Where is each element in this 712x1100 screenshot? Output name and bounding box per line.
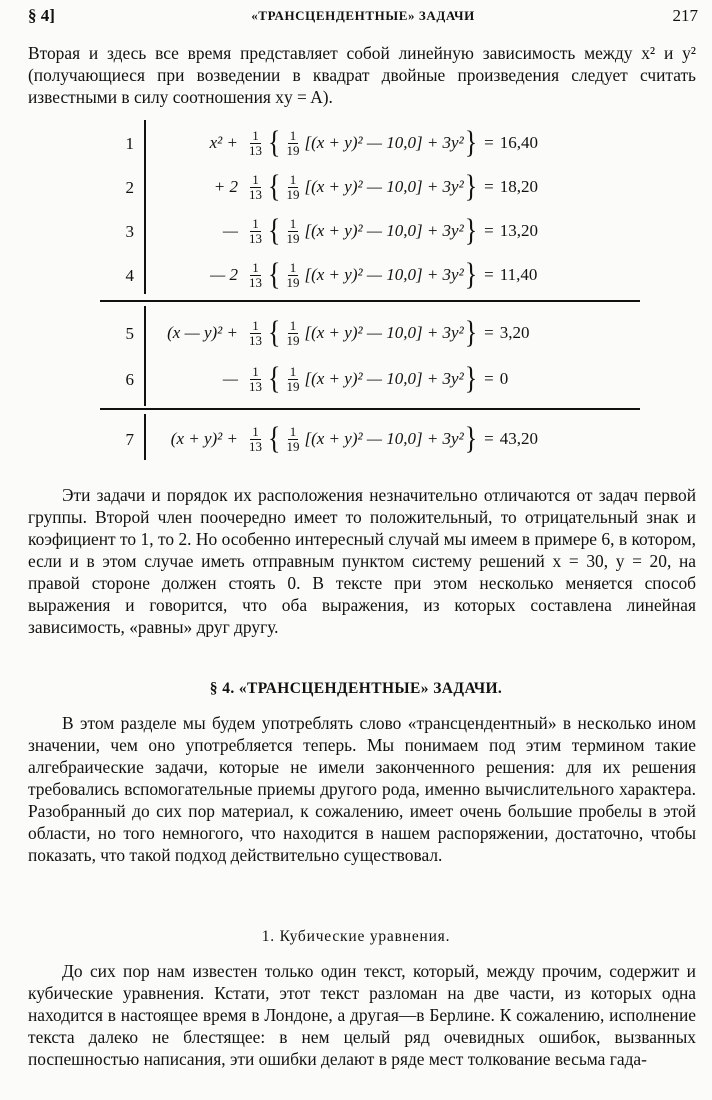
equals-sign: = [484, 133, 494, 152]
open-brace: { [268, 125, 281, 160]
equation-inner: [(x + y)² — 10,0] + 3y² [304, 429, 464, 448]
fraction-numerator: 1 [252, 171, 259, 187]
fraction [247, 425, 264, 454]
equation-number: 3 [125, 222, 134, 241]
equation-row [100, 310, 640, 356]
fraction-denominator: 19 [286, 378, 300, 394]
equation-rhs: 18,20 [499, 177, 539, 196]
equation-inner: [(x + y)² — 10,0] + 3y² [304, 177, 464, 196]
equation-rhs: 43,20 [499, 429, 539, 448]
close-brace: } [464, 315, 478, 350]
equation-expression [148, 310, 640, 356]
fraction [284, 425, 301, 454]
table-horizontal-rule [100, 300, 640, 302]
equation-rhs: 11,40 [499, 265, 538, 284]
close-brace: } [464, 213, 478, 248]
equation-lead-term: — [222, 369, 238, 388]
equation-row [100, 356, 640, 402]
fraction [247, 261, 264, 290]
equation-rhs: 13,20 [499, 221, 539, 240]
fraction [247, 129, 264, 158]
equation-expression [148, 120, 640, 166]
open-brace: { [268, 169, 281, 204]
equation-expression [148, 164, 640, 210]
fraction-numerator: 1 [252, 127, 259, 143]
equation-expression [148, 208, 640, 254]
fraction-numerator: 1 [289, 363, 297, 379]
fraction-denominator: 13 [249, 230, 262, 246]
fraction-numerator: 1 [252, 317, 259, 333]
page-number: 217 [672, 6, 698, 25]
equation-rhs: 0 [499, 369, 509, 388]
fraction-denominator: 13 [249, 274, 262, 290]
fraction [284, 129, 301, 158]
fraction-denominator: 19 [286, 142, 300, 158]
open-brace: { [268, 257, 281, 292]
equation-inner: [(x + y)² — 10,0] + 3y² [304, 265, 464, 284]
equation-row [100, 252, 640, 298]
equation-table [100, 120, 640, 460]
equation-lead-term: — 2 [210, 265, 238, 284]
fraction [284, 261, 301, 290]
paragraph-after-table: Эти задачи и порядок их расположения незначительно отличаются от задач первой группы. Второй член поочередно имеет то положительный, то отрицательный знак и коэфициент то 1, то 2. Но особенно интересный случай мы имеем в примере 6, в котором, если и в этом случае иметь отправным пунктом систему решений x = 30, y = 20, на правой стороне должен стоять 0. В тексте при этом несколько меняется способ выражения и говорится, что оба выражения, из которых составлена линейная зависимость, «равны» друг другу. [28, 485, 696, 637]
fraction-denominator: 19 [286, 332, 300, 348]
cubic-paragraph: До сих пор нам известен только один текст, который, между прочим, содержит и кубические уравнения. Кстати, этот текст разломан на две части, из которых одна находится в настоящее время в Лондоне, а другая—в Берлине. К сожалению, исполнение текста далеко не блестящее: в нем целый ряд очевидных ошибок, вызванных поспешностью написания, эти ошибки делают в ряде мест толкование весьма гада- [28, 961, 696, 1069]
equation-row [100, 164, 640, 210]
open-brace: { [268, 213, 281, 248]
fraction [247, 217, 264, 246]
fraction-numerator: 1 [252, 423, 259, 439]
fraction-numerator: 1 [252, 363, 259, 379]
equation-row [100, 120, 640, 166]
fraction-numerator: 1 [289, 215, 297, 231]
fraction [284, 217, 301, 246]
open-brace: { [268, 315, 281, 350]
open-brace: { [268, 361, 281, 396]
fraction-denominator: 19 [286, 438, 300, 454]
open-brace: { [268, 421, 281, 456]
equation-number: 4 [125, 266, 134, 285]
equation-lead-term: x² + [209, 133, 238, 152]
table-horizontal-rule [100, 408, 640, 410]
fraction [284, 319, 301, 348]
fraction-denominator: 19 [286, 186, 300, 202]
equation-rhs: 16,40 [499, 133, 539, 152]
fraction-denominator: 19 [286, 230, 300, 246]
fraction-numerator: 1 [252, 215, 259, 231]
close-brace: } [464, 125, 478, 160]
fraction [247, 173, 264, 202]
fraction-numerator: 1 [289, 171, 297, 187]
fraction-numerator: 1 [289, 259, 297, 275]
fraction [247, 365, 264, 394]
equals-sign: = [484, 323, 494, 342]
fraction-numerator: 1 [252, 259, 259, 275]
fraction-denominator: 13 [249, 438, 262, 454]
equation-number: 2 [125, 178, 134, 197]
equation-inner: [(x + y)² — 10,0] + 3y² [304, 369, 464, 388]
equation-expression [148, 356, 640, 402]
fraction-denominator: 13 [249, 332, 262, 348]
fraction-numerator: 1 [289, 423, 297, 439]
equation-lead-term: + 2 [213, 177, 238, 196]
equation-lead-term: (x — y)² + [167, 323, 238, 342]
fraction-denominator: 13 [249, 142, 262, 158]
fraction-denominator: 19 [286, 274, 300, 290]
equals-sign: = [484, 177, 494, 196]
equation-number: 7 [125, 430, 134, 449]
fraction-denominator: 13 [249, 378, 262, 394]
fraction-numerator: 1 [289, 317, 297, 333]
section-heading: § 4. «ТРАНСЦЕНДЕНТНЫЕ» ЗАДАЧИ. [209, 680, 503, 697]
header-section-ref: § 4] [28, 6, 55, 25]
equals-sign: = [484, 221, 494, 240]
equation-number: 6 [125, 370, 134, 389]
header-title: «ТРАНСЦЕНДЕНТНЫЕ» ЗАДАЧИ [251, 8, 475, 23]
equation-lead-term: — [222, 221, 238, 240]
section-paragraph: В этом разделе мы будем употреблять слово «трансцендентный» в несколько ином значении, чем оно употребляется теперь. Мы понимаем под этим термином такие алгебраические задачи, которые не имели законченного решения: для их решения требовались вспомогательные приемы другого рода, именно вычислительного характера. Разобранный до сих пор материал, к сожалению, имеет очень большие пробелы в этой области, но того немногого, что находится в нашем распоряжении, достаточно, чтобы показать, что такой подход действительно существовал. [28, 713, 696, 865]
equals-sign: = [484, 429, 494, 448]
equation-expression [148, 252, 640, 298]
equation-inner: [(x + y)² — 10,0] + 3y² [304, 133, 464, 152]
equation-row [100, 208, 640, 254]
fraction [284, 365, 301, 394]
equation-number: 1 [125, 134, 134, 153]
intro-paragraph: Вторая и здесь все время представляет собой линейную зависимость между x² и y² (получающиеся при возведении в квадрат двойные произведения следует считать известными в силу соотношения xy = A). [28, 43, 696, 107]
fraction-numerator: 1 [289, 127, 297, 143]
equation-inner: [(x + y)² — 10,0] + 3y² [304, 221, 464, 240]
equation-inner: [(x + y)² — 10,0] + 3y² [304, 323, 464, 342]
close-brace: } [464, 361, 478, 396]
close-brace: } [464, 421, 478, 456]
subsection-heading: 1. Кубические уравнения. [261, 928, 451, 945]
equals-sign: = [484, 265, 494, 284]
equation-expression [148, 416, 640, 462]
close-brace: } [464, 169, 478, 204]
equation-number: 5 [125, 324, 134, 343]
fraction [247, 319, 264, 348]
close-brace: } [464, 257, 478, 292]
equation-rhs: 3,20 [499, 323, 530, 342]
fraction [284, 173, 301, 202]
equation-row [100, 416, 640, 462]
equals-sign: = [484, 369, 494, 388]
fraction-denominator: 13 [249, 186, 262, 202]
running-header [28, 6, 698, 32]
equation-lead-term: (x + y)² + [170, 429, 238, 448]
